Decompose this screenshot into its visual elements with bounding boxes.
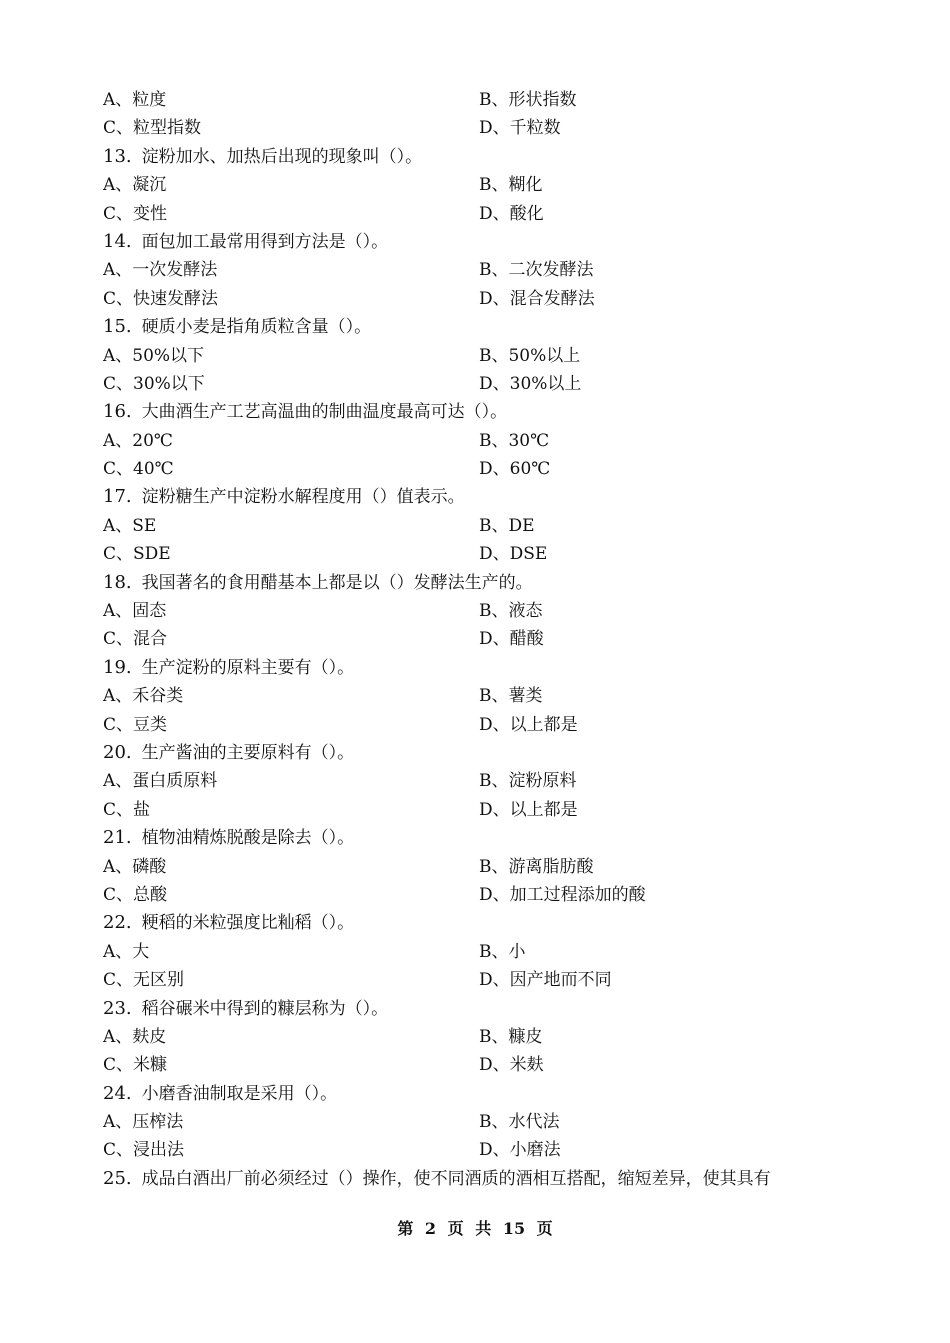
question-number: 18. bbox=[103, 571, 132, 593]
option-a: A、禾谷类 bbox=[103, 686, 184, 707]
option-b: B、DE bbox=[479, 515, 535, 536]
option-c: C、40℃ bbox=[103, 459, 174, 480]
option-b: B、糊化 bbox=[479, 175, 543, 196]
question-text: 我国著名的食用醋基本上都是以（）发酵法生产的。 bbox=[141, 572, 533, 593]
question-text: 成品白酒出厂前必须经过（）操作，使不同酒质的酒相互搭配，缩短差异，使其具有 bbox=[141, 1168, 771, 1189]
footer-total-pages: 15 bbox=[502, 1219, 526, 1238]
question-text: 植物油精炼脱酸是除去（）。 bbox=[141, 828, 355, 849]
question-number: 23. bbox=[103, 997, 132, 1019]
question-text: 淀粉糖生产中淀粉水解程度用（）值表示。 bbox=[141, 487, 465, 508]
option-a: A、固态 bbox=[103, 601, 167, 622]
question-number: 22. bbox=[103, 912, 132, 934]
footer-total-label: 共 bbox=[475, 1219, 492, 1238]
option-d: D、以上都是 bbox=[479, 799, 578, 820]
question-row bbox=[103, 228, 883, 256]
question-number: 13. bbox=[103, 145, 132, 167]
option-d: D、米麸 bbox=[479, 1055, 544, 1076]
option-a: A、20℃ bbox=[103, 430, 173, 451]
option-c: C、盐 bbox=[103, 799, 151, 820]
option-a: A、SE bbox=[103, 515, 157, 536]
option-c: C、米糠 bbox=[103, 1055, 168, 1076]
option-row bbox=[103, 427, 883, 455]
option-b: B、小 bbox=[479, 941, 526, 962]
question-row bbox=[103, 824, 883, 852]
option-a: A、大 bbox=[103, 941, 150, 962]
option-a: A、磷酸 bbox=[103, 856, 167, 877]
option-row bbox=[103, 342, 883, 370]
option-d: D、DSE bbox=[479, 544, 548, 565]
question-text: 生产淀粉的原料主要有（）。 bbox=[141, 657, 355, 678]
page-footer bbox=[0, 1216, 950, 1239]
option-c: C、浸出法 bbox=[103, 1140, 185, 1161]
option-row bbox=[103, 853, 883, 881]
option-a: A、压榨法 bbox=[103, 1112, 184, 1133]
option-row bbox=[103, 1136, 883, 1164]
option-row bbox=[103, 625, 883, 653]
option-b: B、水代法 bbox=[479, 1112, 560, 1133]
question-row bbox=[103, 143, 883, 171]
option-row bbox=[103, 540, 883, 568]
question-list bbox=[103, 86, 883, 1193]
option-row bbox=[103, 1023, 883, 1051]
option-row bbox=[103, 796, 883, 824]
option-b: B、50%以上 bbox=[479, 345, 581, 366]
option-b: B、薯类 bbox=[479, 686, 543, 707]
option-row bbox=[103, 256, 883, 284]
question-row bbox=[103, 909, 883, 937]
option-row bbox=[103, 711, 883, 739]
option-c: C、无区别 bbox=[103, 970, 185, 991]
question-number: 21. bbox=[103, 827, 132, 849]
option-c: C、粒型指数 bbox=[103, 118, 202, 139]
option-a: A、一次发酵法 bbox=[103, 260, 218, 281]
option-d: D、小磨法 bbox=[479, 1140, 561, 1161]
option-a: A、麸皮 bbox=[103, 1026, 167, 1047]
option-c: C、变性 bbox=[103, 203, 168, 224]
option-d: D、60℃ bbox=[479, 459, 551, 480]
question-text: 淀粉加水、加热后出现的现象叫（）。 bbox=[141, 146, 423, 167]
question-number: 25. bbox=[103, 1167, 132, 1189]
option-c: C、豆类 bbox=[103, 714, 168, 735]
option-a: A、蛋白质原料 bbox=[103, 771, 218, 792]
option-c: C、快速发酵法 bbox=[103, 288, 219, 309]
option-a: A、50%以下 bbox=[103, 345, 205, 366]
option-d: D、醋酸 bbox=[479, 629, 544, 650]
option-row bbox=[103, 370, 883, 398]
option-d: D、因产地而不同 bbox=[479, 970, 612, 991]
option-c: C、混合 bbox=[103, 629, 168, 650]
question-number: 19. bbox=[103, 656, 132, 678]
question-row bbox=[103, 1165, 883, 1193]
option-row bbox=[103, 86, 883, 114]
question-row bbox=[103, 398, 883, 426]
option-d: D、千粒数 bbox=[479, 118, 561, 139]
footer-suffix: 页 bbox=[536, 1219, 553, 1238]
option-b: B、液态 bbox=[479, 601, 543, 622]
option-c: C、30%以下 bbox=[103, 373, 205, 394]
question-row bbox=[103, 483, 883, 511]
option-row bbox=[103, 1051, 883, 1079]
question-number: 15. bbox=[103, 316, 132, 338]
question-number: 14. bbox=[103, 230, 132, 252]
option-d: D、酸化 bbox=[479, 203, 544, 224]
questions-container bbox=[103, 143, 883, 1165]
question-text: 小磨香油制取是采用（）。 bbox=[141, 1083, 338, 1104]
question-row bbox=[103, 739, 883, 767]
option-row bbox=[103, 512, 883, 540]
option-c: C、SDE bbox=[103, 544, 171, 565]
option-a: A、粒度 bbox=[103, 90, 167, 110]
option-b: B、淀粉原料 bbox=[479, 771, 577, 792]
option-d: D、混合发酵法 bbox=[479, 288, 595, 309]
question-row bbox=[103, 313, 883, 341]
question-number: 24. bbox=[103, 1082, 132, 1104]
option-row bbox=[103, 597, 883, 625]
question-number: 16. bbox=[103, 401, 132, 423]
option-row bbox=[103, 1108, 883, 1136]
option-a: A、凝沉 bbox=[103, 175, 167, 196]
question-row bbox=[103, 569, 883, 597]
question-text: 面包加工最常用得到方法是（）。 bbox=[141, 231, 389, 252]
option-c: C、总酸 bbox=[103, 884, 168, 905]
question-number: 17. bbox=[103, 486, 132, 508]
option-row bbox=[103, 881, 883, 909]
question-row bbox=[103, 995, 883, 1023]
option-row bbox=[103, 966, 883, 994]
option-row bbox=[103, 114, 883, 142]
question-text: 稻谷碾米中得到的糠层称为（）。 bbox=[141, 998, 389, 1019]
option-row bbox=[103, 285, 883, 313]
question-row bbox=[103, 654, 883, 682]
option-b: B、形状指数 bbox=[479, 90, 577, 110]
footer-prefix: 第 bbox=[397, 1219, 414, 1238]
option-d: D、以上都是 bbox=[479, 714, 578, 735]
option-row bbox=[103, 767, 883, 795]
option-b: B、游离脂肪酸 bbox=[479, 856, 594, 877]
question-text: 生产酱油的主要原料有（）。 bbox=[141, 742, 355, 763]
footer-page-label: 页 bbox=[447, 1219, 464, 1238]
question-text: 粳稻的米粒强度比籼稻（）。 bbox=[141, 913, 355, 934]
option-b: B、糠皮 bbox=[479, 1026, 543, 1047]
option-b: B、30℃ bbox=[479, 430, 550, 451]
question-number: 20. bbox=[103, 741, 132, 763]
footer-page-number: 2 bbox=[424, 1219, 437, 1238]
option-b: B、二次发酵法 bbox=[479, 260, 594, 281]
option-row bbox=[103, 171, 883, 199]
option-d: D、加工过程添加的酸 bbox=[479, 884, 646, 905]
option-row bbox=[103, 455, 883, 483]
question-text: 硬质小麦是指角质粒含量（）。 bbox=[141, 317, 372, 338]
option-d: D、30%以上 bbox=[479, 373, 582, 394]
option-row bbox=[103, 200, 883, 228]
question-row bbox=[103, 1080, 883, 1108]
option-row bbox=[103, 682, 883, 710]
option-row bbox=[103, 938, 883, 966]
question-text: 大曲酒生产工艺高温曲的制曲温度最高可达（）。 bbox=[141, 402, 508, 423]
